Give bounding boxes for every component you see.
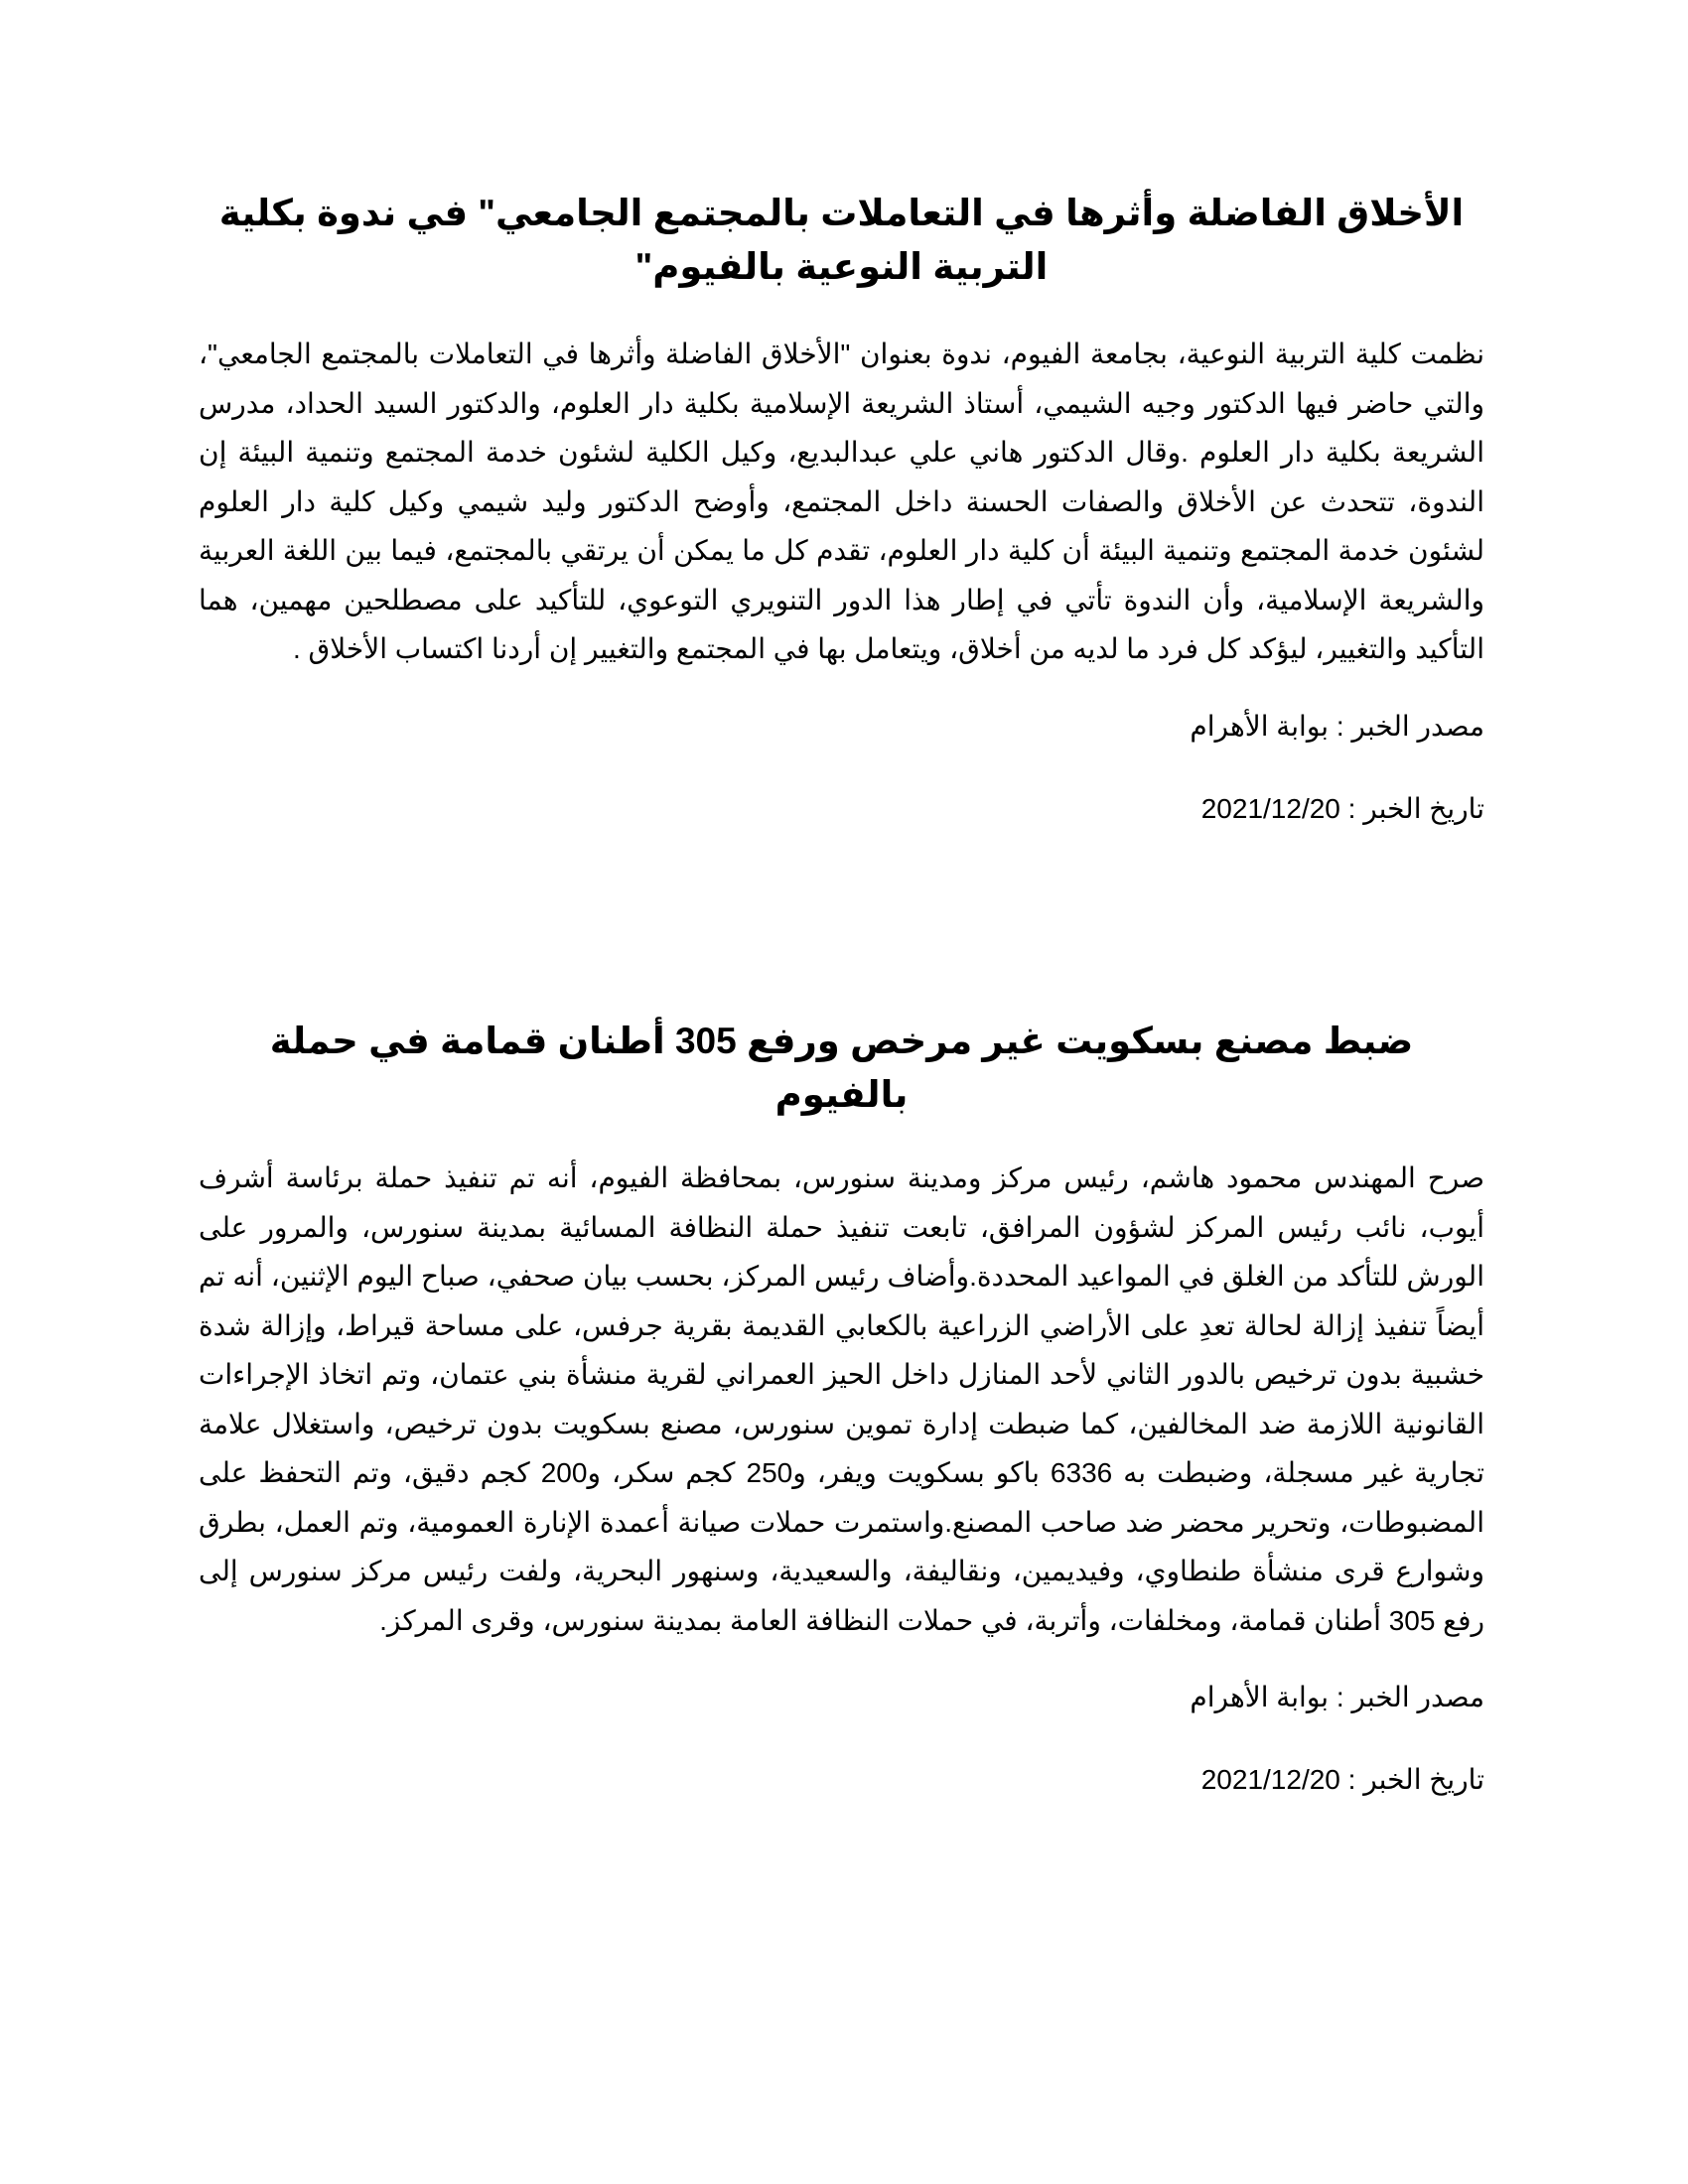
article-body: صرح المهندس محمود هاشم، رئيس مركز ومدينة سنورس، بمحافظة الفيوم، أنه تم تنفيذ حملة برئاسة أشرف أيوب، نائب رئيس المركز لشؤون المرافق، تابعت تنفيذ حملة النظافة المسائية بمدينة سنورس، والمرور على الورش للتأكد من الغلق في المواعيد المحددة.وأضاف رئيس المركز، بحسب بيان صحفي، صباح اليوم الإثنين، أنه تم أيضاً تنفيذ إزالة لحالة تعدِ على الأراضي الزراعية بالكعابي القديمة بقرية جرفس، على مساحة قيراط، وإزالة شدة خشبية بدون ترخيص بالدور الثاني لأحد المنازل داخل الحيز العمراني لقرية منشأة بني عتمان، وتم اتخاذ الإجراءات القانونية اللازمة ضد المخالفين، كما ضبطت إدارة تموين سنورس، مصنع بسكويت بدون ترخيص، واستغلال علامة تجارية غير مسجلة، وضبطت به 6336 باكو بسكويت ويفر، و250 كجم سكر، و200 كجم دقيق، وتم التحفظ على المضبوطات، وتحرير محضر ضد صاحب المصنع.واستمرت حملات صيانة أعمدة الإنارة العمومية، وتم العمل، بطرق وشوارع قرى منشأة طنطاوي، وفيديمين، ونقاليفة، والسعيدية، وسنهور البحرية، ولفت رئيس مركز سنورس إلى رفع 305 أطنان قمامة، ومخلفات، وأتربة، في حملات النظافة العامة بمدينة سنورس، وقرى المركز.: [199, 1162, 1485, 1636]
article-date: [199, 789, 1484, 829]
article-date-value: 2021/12/20: [1200, 792, 1340, 824]
news-article: [199, 187, 1484, 829]
article-source: مصدر الخبر : بوابة الأهرام: [1190, 1682, 1484, 1712]
news-article: [199, 1015, 1484, 1800]
article-date-label: تاريخ الخبر :: [1339, 1764, 1484, 1795]
article-body: نظمت كلية التربية النوعية، بجامعة الفيوم، ندوة بعنوان "الأخلاق الفاضلة وأثرها في التعاملات بالمجتمع الجامعي"، والتي حاضر فيها الدكتور وجيه الشيمي، أستاذ الشريعة الإسلامية بكلية دار العلوم، والدكتور السيد الحداد، مدرس الشريعة بكلية دار العلوم .وقال الدكتور هاني علي عبدالبديع، وكيل الكلية لشئون خدمة المجتمع وتنمية البيئة إن الندوة، تتحدث عن الأخلاق والصفات الحسنة داخل المجتمع، وأوضح الدكتور وليد شيمي وكيل كلية دار العلوم لشئون خدمة المجتمع وتنمية البيئة أن كلية دار العلوم، تقدم كل ما يمكن أن يرتقي بالمجتمع، فيما بين اللغة العربية والشريعة الإسلامية، وأن الندوة تأتي في إطار هذا الدور التنويري التوعوي، للتأكيد على مصطلحين مهمين، هما التأكيد والتغيير، ليؤكد كل فرد ما لديه من أخلاق، ويتعامل بها في المجتمع والتغيير إن أردنا اكتساب الأخلاق .: [199, 339, 1484, 664]
article-headline: الأخلاق الفاضلة وأثرها في التعاملات بالمجتمع الجامعي" في ندوة بكلية التربية النوعية بالفيوم": [218, 193, 1465, 287]
article-date-label: تاريخ الخبر :: [1339, 792, 1484, 824]
article-date-value: 2021/12/20: [1200, 1764, 1340, 1795]
article-source: مصدر الخبر : بوابة الأهرام: [1190, 710, 1484, 742]
article-headline: ضبط مصنع بسكويت غير مرخص ورفع 305 أطنان قمامة في حملة بالفيوم: [269, 1021, 1414, 1115]
article-date: [199, 1760, 1484, 1800]
